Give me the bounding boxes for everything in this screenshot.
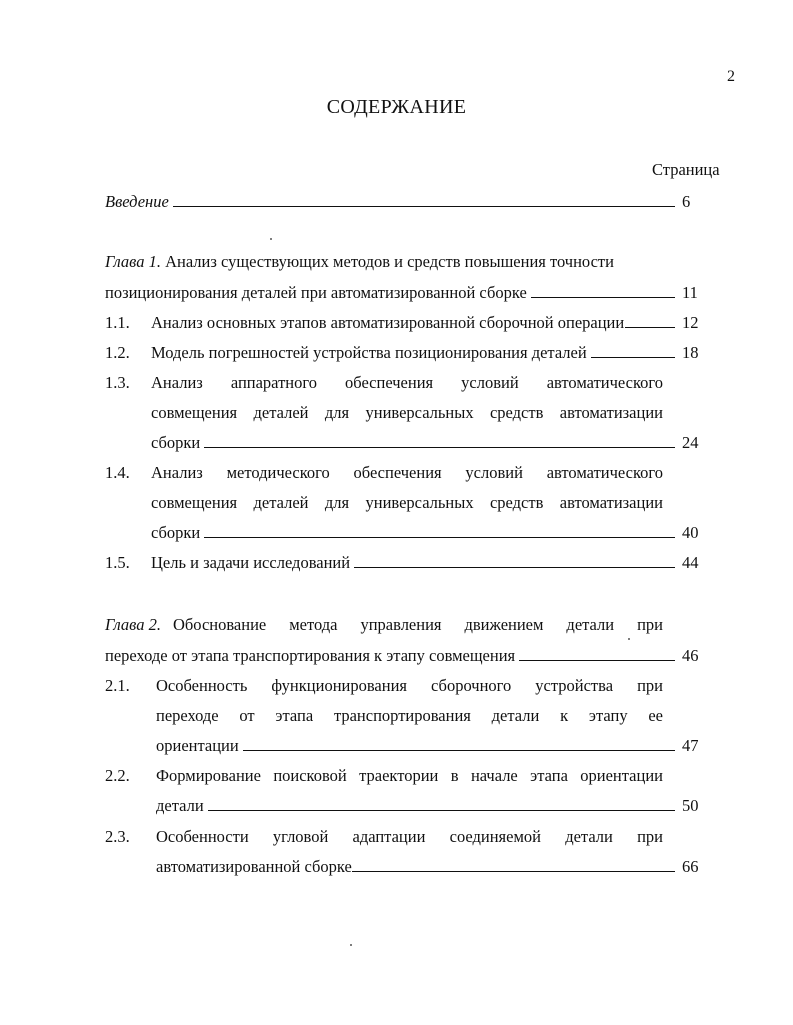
toc-entry-chapter2 [105, 644, 675, 668]
section-number-2-3: 2.3. [105, 827, 130, 846]
toc-page-1-4: 40 [682, 523, 699, 542]
toc-page-1-3: 24 [682, 433, 699, 452]
chapter1-title-text: Анализ существующих методов и средств повышения точности [165, 252, 614, 271]
section-number-1-2: 1.2. [105, 343, 130, 362]
toc-entry-2-1 [156, 734, 675, 758]
toc-page-2-3: 66 [682, 857, 699, 876]
toc-entry-text: Модель погрешностей устройства позиционирования деталей [151, 343, 587, 362]
leader-line [354, 551, 675, 568]
leader-line [591, 341, 675, 358]
section-2-3-line1: Особенности угловой адаптации соединяемой детали при [156, 827, 663, 846]
toc-entry-1-1 [151, 311, 675, 335]
section-1-3-line1: Анализ аппаратного обеспечения условий автоматического [151, 373, 663, 392]
leader-line [625, 311, 675, 328]
toc-page-2-2: 50 [682, 796, 699, 815]
leader-line [519, 644, 675, 661]
leader-line [352, 855, 675, 872]
section-2-2-line1: Формирование поисковой траектории в начале этапа ориентации [156, 766, 663, 785]
section-1-4-line1: Анализ методического обеспечения условий автоматического [151, 463, 663, 482]
section-1-4-line2: совмещения деталей для универсальных средств автоматизации [151, 493, 663, 512]
toc-page-chapter2: 46 [682, 646, 699, 665]
section-number-1-4: 1.4. [105, 463, 130, 482]
toc-entry-introduction [105, 190, 675, 214]
toc-page-1-1: 12 [682, 313, 699, 332]
toc-entry-text: сборки [151, 433, 201, 452]
page-number: 2 [727, 68, 735, 85]
section-2-1-line2: переходе от этапа транспортирования детали к этапу ее [156, 706, 663, 725]
leader-line [204, 431, 675, 448]
toc-entry-text: детали [156, 796, 204, 815]
toc-entry-1-4 [151, 521, 675, 545]
toc-entry-1-2 [151, 341, 675, 365]
leader-line [531, 281, 675, 298]
page-column-header: Страница [652, 160, 720, 179]
leader-line [243, 734, 675, 751]
toc-entry-1-5 [151, 551, 675, 575]
section-number-1-1: 1.1. [105, 313, 130, 332]
scan-speck [270, 238, 272, 240]
leader-line [208, 794, 675, 811]
chapter2-prefix: Глава 2. [105, 615, 161, 634]
toc-page-chapter1: 11 [682, 283, 698, 302]
toc-entry-text: Анализ основных этапов автоматизированной сборочной операции [151, 313, 625, 332]
section-number-1-5: 1.5. [105, 553, 130, 572]
chapter1-title-line1 [105, 250, 614, 274]
toc-entry-2-2 [156, 794, 675, 818]
section-number-2-1: 2.1. [105, 676, 130, 695]
section-number-2-2: 2.2. [105, 766, 130, 785]
toc-entry-text: Цель и задачи исследований [151, 553, 351, 572]
section-number-1-3: 1.3. [105, 373, 130, 392]
toc-page-introduction: 6 [682, 192, 691, 211]
toc-page-1-5: 44 [682, 553, 699, 572]
section-1-3-line2: совмещения деталей для универсальных средств автоматизации [151, 403, 663, 422]
toc-entry-text: переходе от этапа транспортирования к этапу совмещения [105, 646, 516, 665]
toc-entry-label: Введение [105, 192, 169, 211]
toc-entry-text: ориентации [156, 736, 239, 755]
section-2-1-line1: Особенность функционирования сборочного устройства при [156, 676, 663, 695]
toc-entry-2-3 [156, 855, 675, 879]
scan-speck [350, 944, 352, 946]
toc-entry-text: автоматизированной сборке [156, 857, 352, 876]
toc-page-2-1: 47 [682, 736, 699, 755]
chapter2-title-text: Обоснование метода управления движением детали при [172, 615, 663, 634]
page-title: СОДЕРЖАНИЕ [326, 96, 467, 118]
toc-entry-1-3 [151, 431, 675, 455]
toc-page-1-2: 18 [682, 343, 699, 362]
toc-entry-text: позиционирования деталей при автоматизированной сборке [105, 283, 527, 302]
chapter2-title-line1 [105, 613, 663, 637]
toc-entry-chapter1 [105, 281, 675, 305]
leader-line [204, 521, 675, 538]
leader-line [173, 190, 675, 207]
chapter1-prefix: Глава 1. [105, 252, 161, 271]
toc-entry-text: сборки [151, 523, 201, 542]
scan-speck [628, 638, 630, 640]
